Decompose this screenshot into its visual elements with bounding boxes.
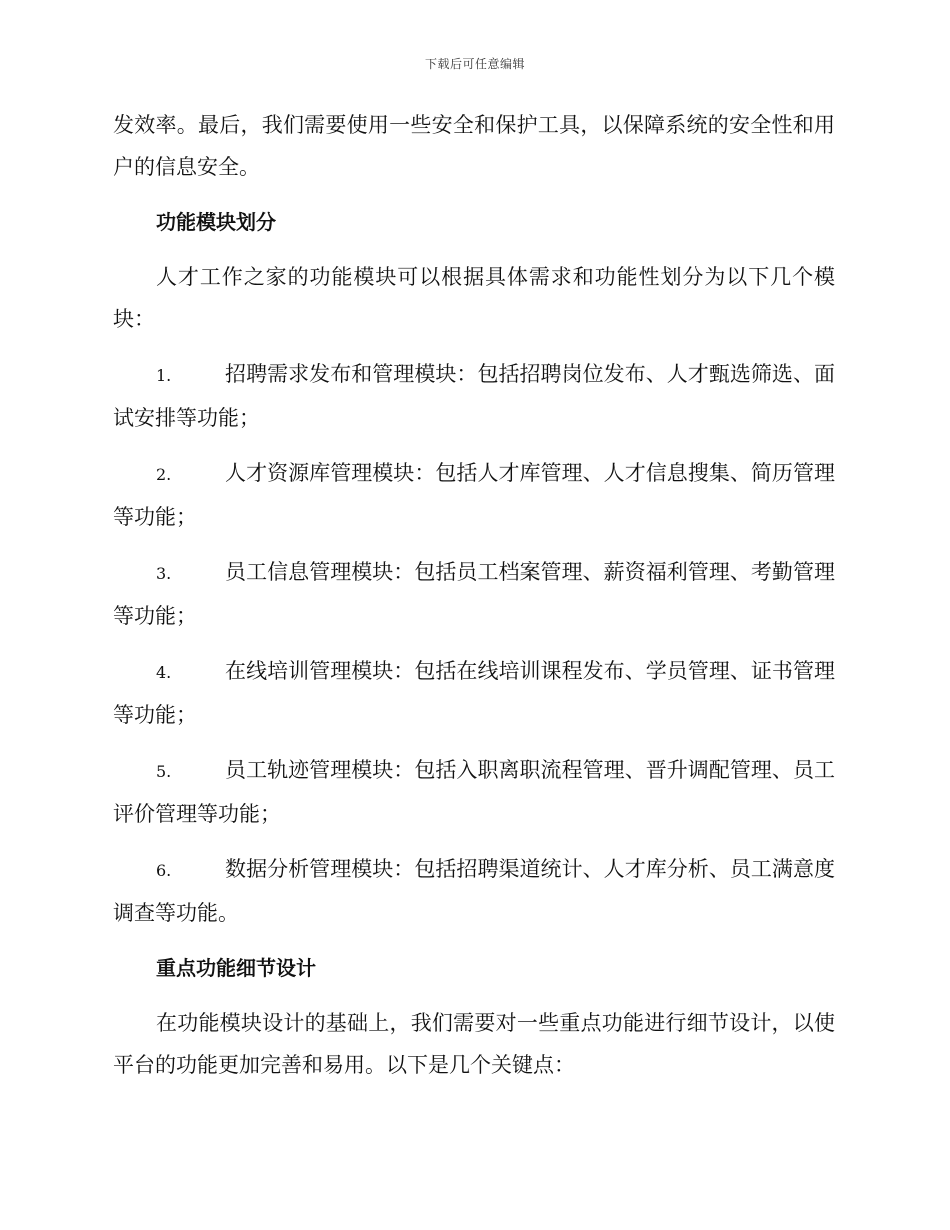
modules-intro-paragraph: 人才工作之家的功能模块可以根据具体需求和功能性划分为以下几个模块：	[113, 265, 835, 331]
list-item-text: 数据分析管理模块：包括招聘渠道统计、人才库分析、员工满意度调查等功能。	[113, 857, 835, 925]
section-heading-details: 重点功能细节设计	[156, 956, 316, 980]
list-item	[113, 353, 835, 439]
list-item-number: 2.	[156, 465, 172, 484]
list-item-text: 在线培训管理模块：包括在线培训课程发布、学员管理、证书管理等功能；	[113, 659, 835, 727]
list-item-text: 人才资源库管理模块：包括人才库管理、人才信息搜集、简历管理等功能；	[113, 461, 835, 529]
document-body	[113, 104, 835, 1099]
list-item-text: 员工轨迹管理模块：包括入职离职流程管理、晋升调配管理、员工评价管理等功能；	[113, 758, 835, 826]
section-heading-modules: 功能模块划分	[156, 210, 276, 234]
list-item-number: 4.	[156, 663, 172, 682]
details-intro-paragraph: 在功能模块设计的基础上，我们需要对一些重点功能进行细节设计，以使平台的功能更加完善和易用。以下是几个关键点：	[113, 1011, 835, 1077]
list-item	[113, 452, 835, 538]
list-item	[113, 650, 835, 736]
list-item-number: 6.	[156, 861, 172, 880]
list-item-number: 3.	[156, 564, 172, 583]
list-item-number: 5.	[156, 762, 172, 781]
intro-paragraph: 发效率。最后，我们需要使用一些安全和保护工具，以保障系统的安全性和用户的信息安全。	[113, 113, 835, 179]
list-item	[113, 848, 835, 934]
page-header: 下载后可任意编辑	[424, 57, 525, 71]
list-item-text: 招聘需求发布和管理模块：包括招聘岗位发布、人才甄选筛选、面试安排等功能；	[113, 362, 835, 430]
list-item	[113, 551, 835, 637]
list-item-number: 1.	[156, 366, 172, 385]
list-item-text: 员工信息管理模块：包括员工档案管理、薪资福利管理、考勤管理等功能；	[113, 560, 835, 628]
list-item	[113, 749, 835, 835]
